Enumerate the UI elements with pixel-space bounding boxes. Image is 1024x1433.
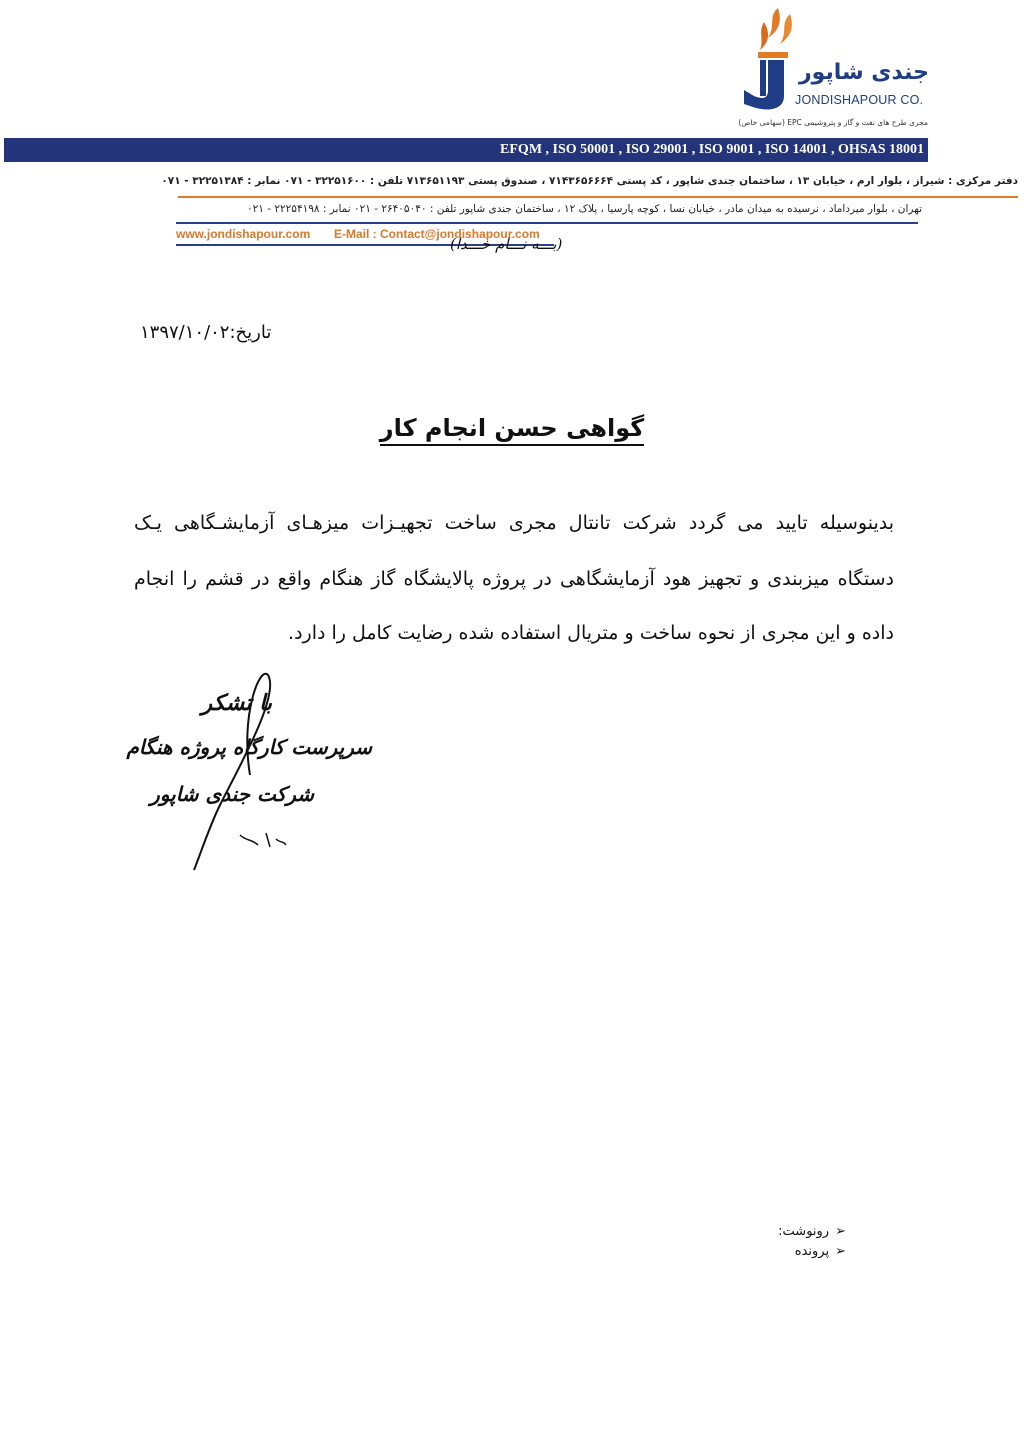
website-link[interactable]: www.jondishapour.com — [176, 227, 311, 241]
company-tagline: مجری طرح های نفت و گاز و پتروشیمی EPC (سهامی خاص) — [738, 118, 928, 127]
company-name-fa: جندی شاپور — [799, 60, 929, 85]
body-line-2: دستگاه میزبندی و تجهیز هود آزمایشگاهی در پروژه پالایشگاه گاز هنگام واقع در قشم را انجام — [134, 568, 894, 590]
divider-blue — [176, 222, 918, 224]
signer-company: شرکت جندی شاپور — [150, 782, 314, 806]
bismillah-heading: (بـــه نـــام خـــدا) — [450, 235, 563, 253]
footer-item-label: رونوشت: — [778, 1224, 830, 1239]
letter-title-text: گواهی حسن انجام کار — [380, 414, 644, 446]
footer-item-file — [795, 1244, 846, 1259]
footer-item-label: پرونده — [794, 1244, 830, 1259]
arrow-icon: ➢ — [835, 1244, 846, 1259]
arrow-icon: ➢ — [835, 1224, 846, 1239]
body-line-1: بدینوسیله تایید می گردد شرکت تانتال مجری ساخت تجهیـزات میزهـای آزمایشـگاهی یـک — [134, 512, 894, 534]
address-shiraz: دفتر مرکزی : شیراز ، بلوار ارم ، خیابان ۱۳ ، ساختمان جندی شاپور ، کد پستی ۷۱۴۳۶۵۶۶۶۴ ، صندوق پستی ۷۱۳۶۵۱۱۹۳ تلفن : ۳۲۲۵۱۶۰۰ - ۰۷۱ نمابر : ۳۲۲۵۱۳۸۴ - ۰۷۱ — [161, 175, 1018, 187]
email-link[interactable]: E-Mail : Contact@jondishapour.com — [334, 227, 540, 241]
address-tehran: تهران ، بلوار میرداماد ، نرسیده به میدان مادر ، خیابان نسا ، کوچه پارسیا ، پلاک ۱۲ ، ساختمان جندی شاپور تلفن : ۲۶۴۰۵۰۴۰ - ۰۲۱ نمابر : ۲۲۲۵۴۱۹۸ - ۰۲۱ — [247, 203, 922, 215]
footer-item-copy — [778, 1224, 846, 1239]
letter-date: تاریخ:۱۳۹۷/۱۰/۰۲ — [140, 322, 272, 343]
company-name-en: JONDISHAPOUR CO. — [795, 93, 924, 107]
body-line-3: داده و این مجری از نحوه ساخت و متریال استفاده شده رضایت کامل را دارد. — [288, 622, 894, 644]
divider-orange — [178, 196, 1018, 198]
closing-thanks: با تشکر — [201, 690, 272, 716]
signer-title: سرپرست کارگاه پروژه هنگام — [126, 735, 372, 759]
certifications-text: EFQM , ISO 50001 , ISO 29001 , ISO 9001 , ISO 14001 , OHSAS 18001 — [500, 142, 924, 157]
letter-title — [300, 414, 724, 442]
